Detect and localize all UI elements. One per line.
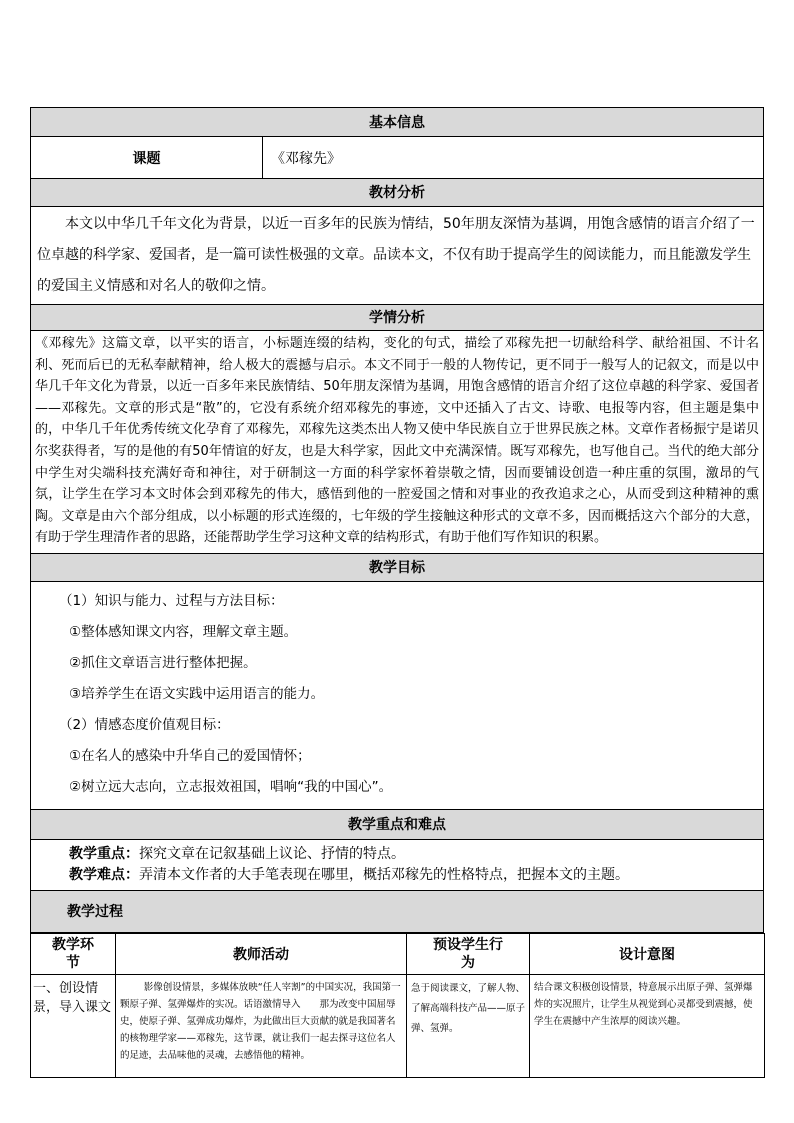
learner-box bbox=[30, 331, 764, 554]
goal-item: ②抓住文章语言进行整体把握。 bbox=[69, 654, 257, 671]
goal-item: ②树立远大志向，立志报效祖国，唱响“我的中国心”。 bbox=[69, 778, 393, 795]
goal-item: ③培养学生在语文实践中运用语言的能力。 bbox=[69, 685, 325, 702]
process-table bbox=[30, 933, 765, 1078]
process-header: 教学过程 bbox=[30, 891, 764, 933]
goals-header: 教学目标 bbox=[30, 554, 764, 582]
intent-cell: 结合课文积极创设情景，特意展示出原子弹、氢弹爆炸的实况照片，让学生从视觉到心灵都受到震撼，使学生在震撼中产生浓厚的阅读兴趣。 bbox=[530, 974, 765, 1077]
teacher-cell: 影像创设情景，多媒体放映“任人宰割”的中国实况，我国第一颗原子弹、氢弹爆炸的实况。话语激情导入 那为改变中国屈辱史，使原子弹、氢弹成功爆炸，为此做出巨大贡献的就是我国著名的核物理学家——邓稼先，这节课，就让我们一起去探寻这位名人的足迹，去品味他的灵魂，去感悟他的精神。 bbox=[116, 974, 407, 1077]
keys-header: 教学重点和难点 bbox=[30, 810, 764, 840]
analysis-text: 本文以中华几千年文化为背景，以近一百多年的民族为情结，50年朋友深情为基调，用饱含感情的语言介绍了一位卓越的科学家、爱国者，是一篇可读性极强的文章。品读本文，不仅有助于提高学生的阅读能力，而且能激发学生的爱国主义情感和对名人的敬仰之情。 bbox=[37, 216, 755, 294]
learner-text: 《邓稼先》这篇文章，以平实的语言，小标题连缀的结构，变化的句式，描绘了邓稼先把一切献给科学、献给祖国、不计名利、死而后已的无私奉献精神，给人极大的震撼与启示。本文不同于一般的人物传记，更不同于一般写人的记叙文，而是以中华几千年文化为背景，以近一百多年来民族情结、50年朋友深情为基调，用饱含感情的语言介绍了这位卓越的科学家、爱国者——邓稼先。文章的形式是“散”的，它没有系统介绍邓稼先的事迹，文中还插入了古文、诗歌、电报等内容，但主题是集中的，中华几千年优秀传统文化孕育了邓稼先，邓稼先这类杰出人物又使中华民族自立于世界民族之林。文章作者杨振宁是诺贝尔奖获得者，写的是他的有50年情谊的好友，也是大科学家，因此文中充满深情。既写邓稼先，也写他自己。当代的绝大部分中学生对尖端科技充满好奇和神往，对于研制这一方面的科学家怀着崇敬之情，因而要铺设创造一种庄重的氛围，激昂的气氛，让学生在学习本文时体会到邓稼先的伟大，感悟到他的一腔爱国之情和对事业的孜孜追求之心，从而受到这种精神的熏陶。文章是由六个部分组成，以小标题的形式连缀的，七年级的学生接触这种形式的文章不多，因而概括这六个部分的大意，有助于学生理清作者的思路，还能帮助学生学习这种文章的结构形式，有助于他们写作知识的积累。 bbox=[35, 336, 759, 546]
student-cell: 急于阅读课文，了解人物、了解高端科技产品——原子弹、氢弹。 bbox=[407, 974, 530, 1077]
column-header-stage: 教学环节 bbox=[31, 933, 116, 974]
column-header-intent: 设计意图 bbox=[530, 933, 765, 974]
learner-header: 学情分析 bbox=[30, 305, 764, 331]
goals-box bbox=[30, 582, 764, 810]
goal-item: ①在名人的感染中升华自己的爱国情怀； bbox=[69, 747, 311, 764]
table-row bbox=[31, 974, 765, 1077]
basic-info-header: 基本信息 bbox=[30, 107, 764, 137]
analysis-header: 教材分析 bbox=[30, 179, 764, 207]
column-header-teacher: 教师活动 bbox=[116, 933, 407, 974]
difficulty-label: 教学难点： bbox=[69, 866, 139, 883]
table-header-row bbox=[31, 933, 765, 974]
goal-group-1-title: （1）知识与能力、过程与方法目标： bbox=[59, 592, 284, 609]
goal-item: ①整体感知课文内容，理解文章主题。 bbox=[69, 623, 298, 640]
lesson-plan-sheet bbox=[30, 107, 764, 1078]
keys-box bbox=[30, 840, 764, 891]
analysis-box bbox=[30, 207, 764, 305]
column-header-student: 预设学生行为 bbox=[407, 933, 530, 974]
title-row bbox=[30, 137, 764, 179]
focus-text: 探究文章在记叙基础上议论、抒情的特点。 bbox=[139, 845, 405, 862]
focus-label: 教学重点： bbox=[69, 845, 139, 862]
difficulty-text: 弄清本文作者的大手笔表现在哪里，概括邓稼先的性格特点，把握本文的主题。 bbox=[139, 866, 629, 883]
goal-group-2-title: （2）情感态度价值观目标： bbox=[59, 716, 230, 733]
title-value: 《邓稼先》 bbox=[271, 150, 341, 167]
title-label: 课题 bbox=[31, 137, 263, 178]
stage-cell: 一、创设情景，导入课文 bbox=[31, 974, 116, 1077]
